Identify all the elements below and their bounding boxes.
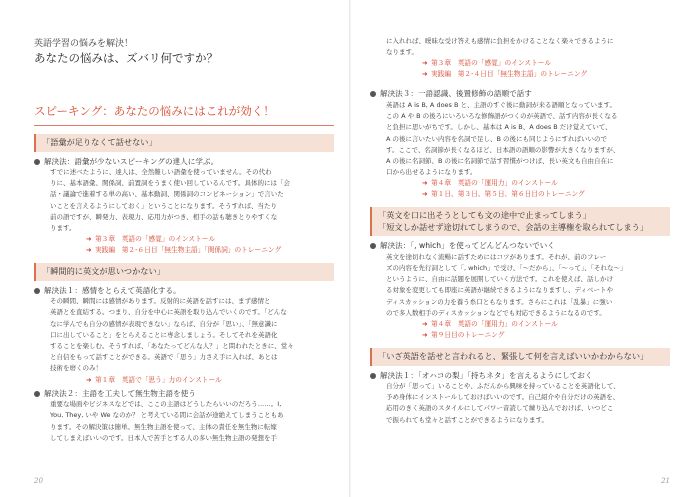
body-line: ります。 — [50, 224, 76, 233]
right-page — [350, 0, 700, 497]
cross-reference-link — [370, 178, 670, 189]
continued-body — [370, 36, 670, 58]
bullet-icon — [34, 288, 40, 294]
arrow-right-icon: ➜ — [86, 246, 92, 255]
continued-links — [370, 58, 670, 80]
body-line: と負担に思いがちです。しかし、基本は A is B、A does B だけ覚えていて、 — [386, 123, 612, 132]
link-text: 実践編 第２-６日目「無生物主語」「関係詞」のトレーニング — [95, 246, 282, 255]
body-line: と自信をもって話すことができる。英語で「思う」力さえ手に入れば、あとは — [50, 353, 278, 362]
solution-label: 解決法１：「オハコの梨」「持ちネタ」を言えるようにしておく — [380, 370, 593, 380]
body-line: いことを言えるようにしておく」ということになります。そうすれば、当たり — [50, 201, 277, 210]
solution-ohako-body — [370, 381, 670, 426]
cross-reference-link — [370, 58, 670, 69]
solution-label: 解決法：語彙が少ないスピーキングの達人に学ぶ。 — [44, 156, 219, 166]
link-text: 実践編 第２-４日目「無生物主語」のトレーニング — [431, 70, 588, 79]
page-number-right: 21 — [661, 477, 670, 485]
page-number-left: 20 — [34, 477, 43, 485]
link-text: 第１章 英語で「思う」力のインストール — [95, 375, 222, 384]
body-line: You, They, いや We なのか？ と考えている間に会話が途絶えてしまうこともあ — [50, 411, 284, 420]
left-content — [34, 38, 334, 444]
body-line: ディスカッションの力を養う糸口ともなります。さらにこれは「乱暴」に強い — [386, 297, 613, 306]
solution-label: 解決法３：一語認識、後置修飾の語順で話す — [380, 89, 532, 99]
left-callouts — [34, 134, 334, 444]
body-line: なります。 — [386, 48, 418, 57]
solution-3 — [370, 88, 670, 100]
solution-ohako — [370, 370, 670, 382]
link-text: 第４章 英語の「運用力」のインストール — [431, 179, 558, 188]
arrow-right-icon: ➜ — [86, 235, 92, 244]
body-line: 英語とを直結する。つまり、自分を中心に英語を取り込んでいくのです。「どんな — [50, 308, 287, 317]
cross-reference-link — [370, 319, 670, 330]
body-line: 英文を途切れなく流暢に話すためにはコツがあります。それが、前のフレー — [386, 252, 607, 261]
bullet-icon — [370, 91, 376, 97]
solution-3-links — [370, 178, 670, 200]
solution-which-body — [370, 252, 670, 319]
body-line: りに、基本語彙、関係詞、前置詞をうまく使い回しているんです。具体的には「会 — [50, 179, 290, 188]
arrow-right-icon: ➜ — [86, 375, 92, 384]
body-line: A の後に言いたい内容を名詞で足し、B の後にも同じようにすればいいので — [386, 134, 608, 143]
bullet-icon — [34, 391, 40, 397]
solution-label: 解決法１：感情をとらえて英語化する。 — [44, 285, 181, 295]
link-text: 第３章 英語の「感覚」のインストール — [431, 59, 552, 68]
callout-problem: 「語彙が足りなくて話せない」 — [34, 134, 334, 152]
intro-subtitle: 英語学習の悩みを解決！ — [34, 39, 134, 49]
solution-3-body — [370, 100, 670, 178]
link-text: 第４章 英語の「運用力」のインストール — [431, 320, 558, 329]
heading-rule — [34, 125, 334, 126]
cross-reference-link — [34, 375, 334, 386]
body-line: 自分が「思って」いることや、ふだんから興味を持っていることを英語化して、 — [386, 382, 620, 391]
body-line: 応用のきく英語のスタイルにしてパワー音読して練り込んでおけば、いつどこ — [386, 404, 614, 413]
link-text: 第３章 英語の「感覚」のインストール — [95, 235, 216, 244]
solution — [34, 388, 334, 400]
arrow-right-icon: ➜ — [422, 331, 428, 340]
solution — [34, 156, 334, 168]
body-line: 前の語ですが、瞬発力、表現力、応用力がつき、相手の話も聴きとりやすくな — [50, 212, 278, 221]
callout-nervous — [370, 348, 670, 366]
body-line: 口に出していること」をとらえることに専念しましょう。そしてそれを英語化 — [50, 330, 278, 339]
solution-label: 解決法２：主語を工夫して無生物主語を使う — [44, 388, 196, 398]
body-line: ります。その解決策は簡単。無生物主語を使って、主体の責任を無生物に転嫁 — [50, 422, 277, 431]
cross-reference-link — [370, 189, 670, 200]
solution — [34, 285, 334, 297]
body-line: す。ここで、名詞節が長くなるほど、日本語の語順の影響が大きくなりますが、 — [386, 145, 620, 154]
callout-title: 「いざ英語を話せと言われると、緊張して何を言えばいいかわからない」 — [378, 351, 649, 362]
body-line: 口から出せるようになります。 — [386, 168, 477, 177]
body-line: なに学んでも自分の感情が表現できない」ならば、自分が「思い」、「無意識に — [50, 319, 278, 328]
solution-which-links — [370, 319, 670, 341]
right-content — [370, 36, 670, 426]
body-line: 話・議論で進着する単の高い、基本動詞、関係詞のコンビネーション」で言いた — [50, 190, 284, 199]
link-text: 第９日目のトレーニング — [431, 331, 505, 340]
body-line: すでに述べたように、達人は、全然難しい語彙を使っていません。その代わ — [50, 168, 272, 176]
body-line: することを楽しむ。そうすれば、「あなたってどんな人？」と問われたときに、堂々 — [50, 342, 294, 351]
solution-label: 解決法：「, which」を使ってどんどんつないでいく — [380, 241, 555, 251]
spacer — [370, 80, 670, 86]
cross-reference-link — [34, 245, 334, 256]
arrow-right-icon: ➜ — [422, 59, 428, 68]
body-line: 予め身体にインストールしておけばいいのです。自己紹介や自分だけの英語を、 — [386, 393, 620, 402]
arrow-right-icon: ➜ — [422, 320, 428, 329]
bullet-icon — [34, 159, 40, 165]
callout-title-line: 「英文を口に出そうとしても文の途中で止まってしまう」 — [378, 210, 591, 221]
body-line: る対象を変更しても即座に英語が継続できるようになりますし、ディベートや — [386, 286, 613, 295]
cross-reference-link — [370, 69, 670, 80]
body-line: に入れれば、曖昧な受け答えも感情に負担をかけることなく楽々できるように — [386, 37, 614, 45]
body-line: ので多人数相手のディスカッションなどでも対応できるようになるのです。 — [386, 308, 606, 317]
arrow-right-icon: ➜ — [422, 70, 428, 79]
body-line: 重要な場面やビジネスなどでは、ここの主語はどうしたらいいのだろう……。I, — [50, 400, 282, 409]
intro-title: あなたの悩みは、ズバリ何ですか？ — [34, 51, 218, 65]
callout-sentence-stops — [370, 207, 670, 236]
arrow-right-icon: ➜ — [422, 190, 428, 199]
callout-title-line: 「短文しか話せず途切れてしまうので、会話の主導権を取られてしまう」 — [378, 221, 649, 232]
section-heading: スピーキング：あなたの悩みにはこれが効く！ — [34, 104, 275, 118]
bullet-icon — [370, 243, 376, 249]
body-line: で振られても堂々と話すことができるようになります。 — [386, 415, 548, 424]
callout-problem: 「瞬間的に英文が思いつかない」 — [34, 263, 334, 281]
body-line: してしまえばいいのです。日本人で苦手とする人の多い無生物主語の発想を手 — [50, 433, 277, 442]
body-line: ズの内容を先行詞として「, which」で受け、「～だから」、「～って」、「それな～」 — [386, 264, 627, 273]
bullet-icon — [370, 373, 376, 379]
body-line: 英語は A is B, A does B と、主語のすぐ後に動詞が来る語順となっています。 — [386, 100, 617, 109]
body-line: 技術を磨くのみ！ — [50, 364, 102, 373]
arrow-right-icon: ➜ — [422, 179, 428, 188]
body-line: この A や B の後ろにいろいろな修飾語がつくのが英語で、話す内容が長くなる — [386, 112, 618, 121]
cross-reference-link — [34, 234, 334, 245]
body-line: というように、自由に話題を展開していく方法です。これを使えば、話しかけ — [386, 275, 613, 284]
body-line: A の後に名詞節、B の後に名詞節で話す習慣がつけば、長い英文も自由自在に — [386, 156, 614, 165]
body-line: その瞬間、瞬間には感情があります。反射的に英語を話すには、まず感情と — [50, 297, 271, 306]
solution-which — [370, 240, 670, 252]
link-text: 第１日、第３日、第５日、第６日目のトレーニング — [431, 190, 585, 199]
cross-reference-link — [370, 330, 670, 341]
